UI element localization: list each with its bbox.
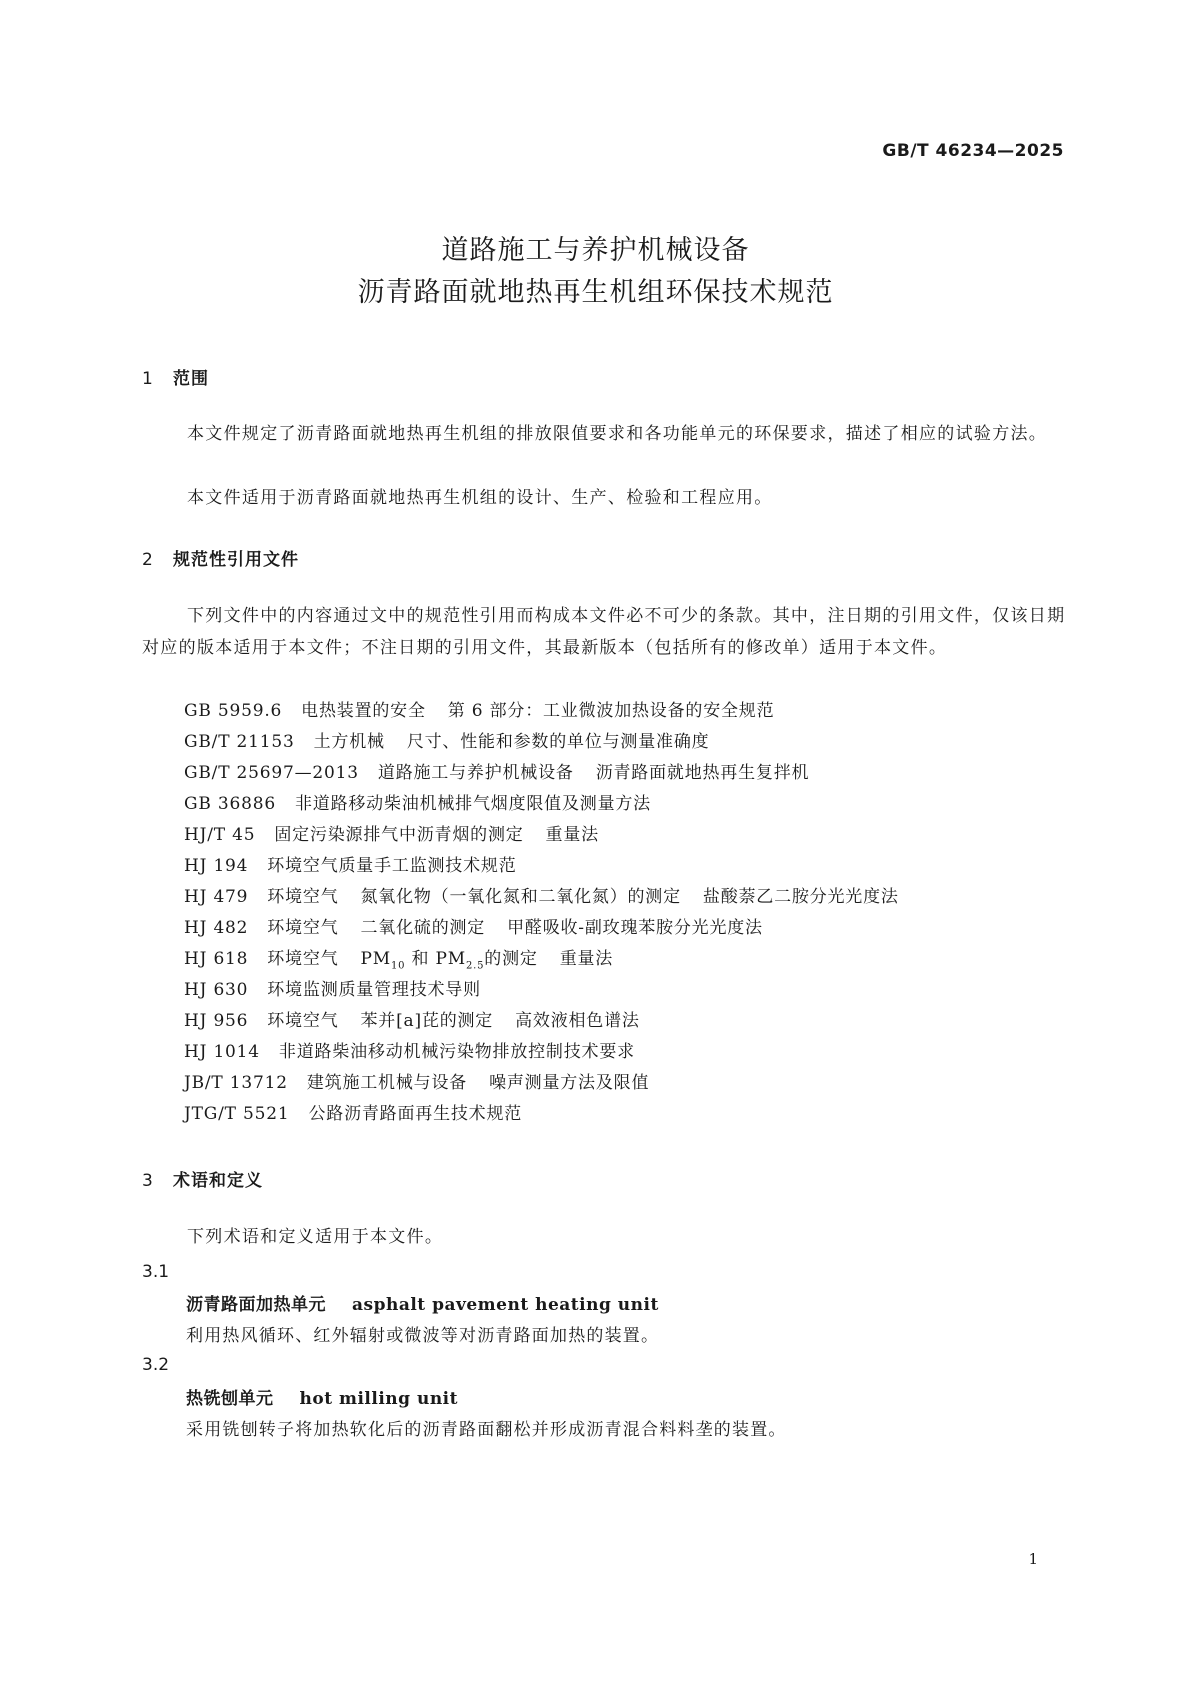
reference-code: HJ 482 [184, 918, 249, 938]
section-number: 2 [142, 550, 154, 570]
reference-code: GB/T 25697—2013 [184, 763, 359, 783]
reference-title-part: 环境空气质量手工监测技术规范 [267, 856, 517, 876]
reference-title-part: 重量法 [559, 949, 614, 969]
reference-title-part: 高效液相色谱法 [515, 1011, 640, 1031]
reference-title-part: 环境监测质量管理技术导则 [267, 980, 481, 1000]
reference-title-part: 环境空气 [267, 887, 339, 907]
section-1-paragraph-1: 本文件规定了沥青路面就地热再生机组的排放限值要求和各功能单元的环保要求，描述了相应的试验方法。 [187, 424, 1048, 444]
reference-title-part: 噪声测量方法及限值 [489, 1073, 650, 1093]
reference-code: GB 36886 [184, 794, 276, 814]
section-2-heading [142, 545, 299, 570]
section-3-intro: 下列术语和定义适用于本文件。 [187, 1227, 444, 1247]
reference-code: GB/T 21153 [184, 732, 295, 752]
reference-entry [184, 1073, 649, 1093]
section-1-heading [142, 364, 209, 389]
reference-code: JB/T 13712 [184, 1073, 288, 1093]
reference-title-part: 尺寸、性能和参数的单位与测量准确度 [406, 732, 710, 752]
reference-entry [184, 732, 709, 752]
reference-title-part: 建筑施工机械与设备 [306, 1073, 468, 1093]
reference-code: HJ/T 45 [184, 825, 256, 845]
section-title: 规范性引用文件 [173, 550, 299, 570]
title-line-1: 道路施工与养护机械设备 [441, 235, 750, 266]
reference-code: JTG/T 5521 [184, 1104, 290, 1124]
pm-symbol: PM [360, 949, 391, 969]
reference-entry [184, 856, 517, 876]
reference-code: HJ 479 [184, 887, 249, 907]
reference-entry [184, 1104, 522, 1124]
reference-entry [184, 701, 774, 721]
reference-code: HJ 194 [184, 856, 249, 876]
reference-entry [184, 763, 809, 783]
section-number: 1 [142, 369, 154, 389]
reference-title-part: 氮氧化物（一氧化氮和二氧化氮）的测定 [360, 887, 681, 907]
reference-code: HJ 618 [184, 949, 249, 969]
term-chinese: 热铣刨单元 [186, 1389, 274, 1409]
term-definition: 利用热风循环、红外辐射或微波等对沥青路面加热的装置。 [186, 1326, 660, 1346]
reference-entry [184, 1011, 640, 1031]
reference-title-part: 环境空气 [267, 918, 339, 938]
reference-title-part: 重量法 [545, 825, 599, 845]
reference-title-part: 固定污染源排气中沥青烟的测定 [274, 825, 524, 845]
term-english: hot milling unit [299, 1389, 458, 1409]
term-entry [186, 1290, 659, 1315]
reference-title-part: 电热装置的安全 [301, 701, 426, 721]
reference-entry [184, 887, 899, 907]
title-line-2: 沥青路面就地热再生机组环保技术规范 [357, 277, 834, 308]
clause-number: 3.2 [142, 1355, 170, 1375]
page-number: 1 [1028, 1550, 1038, 1568]
section-1-paragraph-2: 本文件适用于沥青路面就地热再生机组的设计、生产、检验和工程应用。 [187, 488, 773, 508]
reference-title-pm [360, 949, 538, 972]
term-entry [186, 1384, 458, 1409]
reference-title-part: 环境空气 [267, 1011, 339, 1031]
section-number: 3 [142, 1171, 154, 1191]
reference-code: HJ 630 [184, 980, 249, 1000]
reference-title-part: 道路施工与养护机械设备 [377, 763, 574, 783]
reference-title-part: 沥青路面就地热再生复拌机 [595, 763, 810, 783]
reference-entry [184, 1042, 635, 1062]
reference-code: GB 5959.6 [184, 701, 283, 721]
reference-title-part: 非道路柴油移动机械污染物排放控制技术要求 [278, 1042, 635, 1062]
reference-title-part: 第 6 部分：工业微波加热设备的安全规范 [447, 701, 775, 721]
reference-entry [184, 825, 599, 845]
reference-title-part: 二氧化硫的测定 [360, 918, 486, 938]
term-definition: 采用铣刨转子将加热软化后的沥青路面翻松并形成沥青混合料料垄的装置。 [186, 1420, 787, 1440]
reference-title-part: 苯并[a]芘的测定 [360, 1011, 494, 1031]
reference-code: HJ 1014 [184, 1042, 260, 1062]
reference-entry [184, 949, 613, 976]
conjunction: 和 [411, 949, 430, 969]
reference-title-part: 公路沥青路面再生技术规范 [308, 1104, 523, 1124]
pm-subscript: 10 [390, 960, 406, 972]
section-title: 范围 [173, 369, 209, 389]
reference-title-part: 的测定 [484, 949, 538, 969]
term-english: asphalt pavement heating unit [352, 1295, 659, 1315]
standard-number: GB/T 46234—2025 [882, 141, 1064, 161]
pm-symbol: PM [435, 949, 466, 969]
term-chinese: 沥青路面加热单元 [186, 1295, 326, 1315]
reference-title-part: 环境空气 [267, 949, 339, 969]
pm-subscript: 2.5 [465, 960, 485, 972]
section-3-heading [142, 1166, 263, 1191]
reference-title-part: 土方机械 [313, 732, 385, 752]
reference-title-part: 甲醛吸收-副玫瑰苯胺分光光度法 [507, 918, 763, 938]
reference-entry [184, 980, 481, 1000]
clause-number: 3.1 [142, 1262, 170, 1282]
section-title: 术语和定义 [173, 1171, 263, 1191]
reference-entry [184, 794, 651, 814]
section-2-intro: 下列文件中的内容通过文中的规范性引用而构成本文件必不可少的条款。其中，注日期的引用文件，仅该日期对应的版本适用于本文件；不注日期的引用文件，其最新版本（包括所有的修改单）适用于本文件。 [142, 606, 1066, 658]
reference-title-part: 盐酸萘乙二胺分光光度法 [702, 887, 899, 907]
reference-entry [184, 918, 763, 938]
reference-code: HJ 956 [184, 1011, 249, 1031]
reference-title-part: 非道路移动柴油机械排气烟度限值及测量方法 [294, 794, 651, 814]
